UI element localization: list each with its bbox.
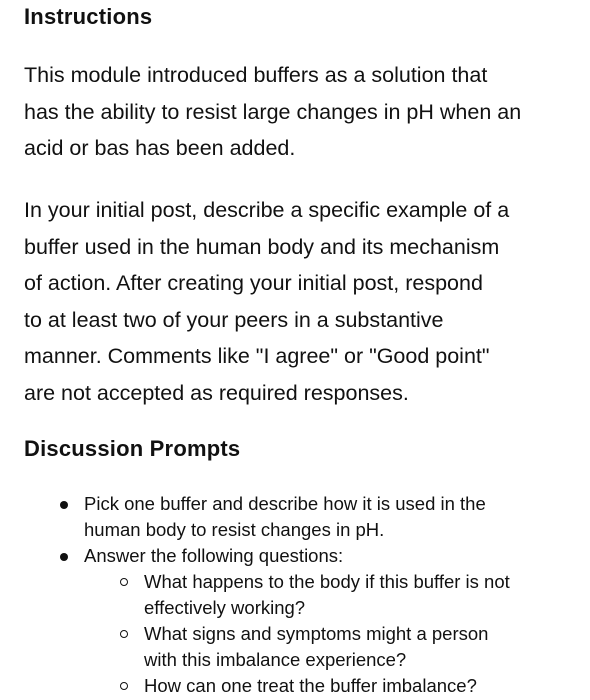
instructions-paragraph-1	[24, 57, 574, 167]
text-line: What happens to the body if this buffer is not	[144, 571, 510, 592]
text-line: human body to resist changes in pH.	[84, 519, 385, 540]
discussion-prompts-heading: Discussion Prompts	[24, 436, 241, 461]
text-line: How can one treat the buffer imbalance?	[144, 675, 477, 696]
list-item	[84, 543, 584, 699]
sub-questions-list	[144, 569, 584, 699]
text-line: has the ability to resist large changes in pH when an	[24, 99, 522, 124]
text-line: to at least two of your peers in a substantive	[24, 307, 444, 332]
text-line: manner. Comments like "I agree" or "Good point"	[24, 344, 490, 368]
text-line: In your initial post, describe a specific example of a	[24, 198, 510, 222]
text-line: This module introduced buffers as a solution that	[24, 63, 488, 87]
text-line: Answer the following questions:	[84, 545, 344, 566]
list-item	[84, 491, 584, 543]
text-line: effectively working?	[144, 597, 306, 618]
text-line: What signs and symptoms might a person	[144, 623, 489, 644]
text-line: acid or bas has been added.	[24, 136, 296, 160]
text-line: are not accepted as required responses.	[24, 380, 409, 405]
text-line: with this imbalance experience?	[144, 649, 407, 670]
text-line: of action. After creating your initial post, respond	[24, 271, 483, 295]
text-line: Pick one buffer and describe how it is used in the	[84, 493, 486, 514]
list-item	[144, 621, 584, 673]
bullet-circle-icon	[120, 578, 128, 586]
text-line: buffer used in the human body and its mechanism	[24, 234, 500, 259]
discussion-prompts-list	[84, 491, 584, 699]
bullet-disc-icon	[60, 501, 68, 509]
bullet-disc-icon	[60, 553, 68, 561]
bullet-circle-icon	[120, 630, 128, 638]
bullet-circle-icon	[120, 682, 128, 690]
list-item	[144, 673, 584, 699]
instructions-heading: Instructions	[24, 4, 153, 29]
instructions-paragraph-2	[24, 192, 574, 411]
list-item	[144, 569, 584, 621]
